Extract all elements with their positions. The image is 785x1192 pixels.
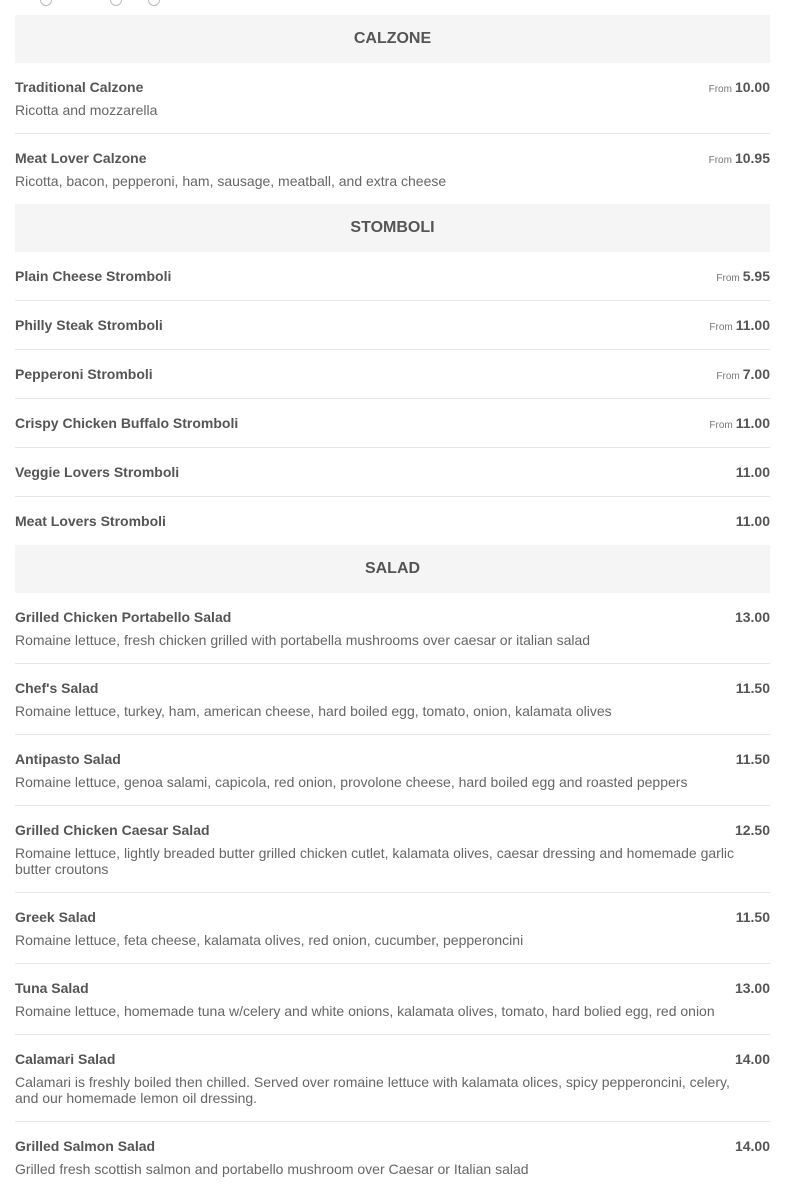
- menu-item-row: [15, 513, 770, 530]
- price-value: 14.00: [734, 1138, 770, 1154]
- menu-item-row: [15, 464, 770, 481]
- menu-item-row: [15, 415, 770, 432]
- price-value: 11.00: [735, 317, 770, 333]
- price-value: 11.50: [735, 909, 770, 925]
- price-value: 13.00: [734, 609, 770, 625]
- menu-item-price: [709, 150, 770, 169]
- menu-item-row: [15, 822, 770, 839]
- menu-item[interactable]: [15, 822, 770, 893]
- menu-item[interactable]: [15, 513, 770, 545]
- menu-item-description: Grilled fresh scottish salmon and portabello mushroom over Caesar or Italian salad: [15, 1161, 529, 1177]
- price-value: 11.00: [735, 464, 770, 480]
- price-from-label: From: [709, 420, 733, 431]
- menu-item-price: [736, 909, 770, 926]
- menu-item-price: [735, 609, 770, 626]
- menu-item-row: [15, 609, 770, 626]
- menu-item-name: Grilled Chicken Portabello Salad: [15, 609, 232, 625]
- menu-list: [15, 15, 770, 1192]
- menu-item-name: Grilled Chicken Caesar Salad: [15, 822, 210, 838]
- menu-item-price: [716, 268, 770, 287]
- menu-item-row: [15, 751, 770, 768]
- menu-item[interactable]: [15, 79, 770, 134]
- price-value: 12.50: [734, 822, 770, 838]
- price-from-label: From: [709, 322, 733, 333]
- price-value: 11.50: [735, 680, 770, 696]
- menu-item[interactable]: [15, 609, 770, 664]
- section-header: CALZONE: [15, 15, 770, 63]
- menu-item-price: [735, 1051, 770, 1068]
- menu-item-description: Romaine lettuce, lightly breaded butter grilled chicken cutlet, kalamata olives, caesar dressing and homemade garlic butter croutons: [15, 845, 735, 877]
- menu-item-row: [15, 79, 770, 96]
- price-value: 14.00: [734, 1051, 770, 1067]
- menu-item[interactable]: [15, 366, 770, 399]
- circle-icon: [148, 0, 160, 6]
- menu-item-description: Romaine lettuce, turkey, ham, american cheese, hard boiled egg, tomato, onion, kalamata olives: [15, 703, 612, 719]
- menu-item-price: [735, 822, 770, 839]
- menu-item-name: Veggie Lovers Stromboli: [15, 464, 180, 480]
- menu-item-name: Philly Steak Stromboli: [15, 317, 163, 333]
- price-value: 7.00: [742, 366, 770, 382]
- price-value: 11.00: [735, 513, 770, 529]
- menu-item-row: [15, 1051, 770, 1068]
- menu-item-name: Grilled Salmon Salad: [15, 1138, 156, 1154]
- menu-item-description: Calamari is freshly boiled then chilled. Served over romaine lettuce with kalamata olices, spicy pepperoncini, celery, and our homemade lemon oil dressing.: [15, 1074, 730, 1106]
- menu-item-name: Pepperoni Stromboli: [15, 366, 153, 382]
- menu-item-description: Ricotta, bacon, pepperoni, ham, sausage, meatball, and extra cheese: [15, 173, 447, 189]
- menu-item-price: [736, 751, 770, 768]
- menu-item-description: Romaine lettuce, fresh chicken grilled with portabella mushrooms over caesar or italian salad: [15, 632, 591, 648]
- menu-item-description: Romaine lettuce, feta cheese, kalamata olives, red onion, cucumber, pepperoncini: [15, 932, 524, 948]
- price-value: 10.95: [734, 150, 770, 166]
- menu-item-name: Antipasto Salad: [15, 751, 121, 767]
- section-items: [15, 63, 770, 204]
- menu-item-name: Traditional Calzone: [15, 79, 144, 95]
- menu-item-price: [709, 79, 770, 98]
- menu-item-row: [15, 268, 770, 285]
- circle-icon: [110, 0, 122, 6]
- menu-item-name: Tuna Salad: [15, 980, 89, 996]
- menu-item-description: Romaine lettuce, homemade tuna w/celery and white onions, kalamata olives, tomato, hard bolied egg, red onion: [15, 1003, 715, 1019]
- section-header: SALAD: [15, 545, 770, 593]
- price-from-label: From: [708, 84, 732, 95]
- circle-icon: [40, 0, 52, 6]
- menu-item-price: [709, 317, 770, 336]
- price-value: 10.00: [734, 79, 770, 95]
- menu-item-row: [15, 680, 770, 697]
- menu-item[interactable]: [15, 317, 770, 350]
- menu-item[interactable]: [15, 268, 770, 301]
- price-value: 5.95: [742, 268, 770, 284]
- menu-item[interactable]: [15, 1138, 770, 1192]
- price-from-label: From: [708, 155, 732, 166]
- section-header: STOMBOLI: [15, 204, 770, 252]
- price-value: 13.00: [734, 980, 770, 996]
- menu-item-description: Ricotta and mozzarella: [15, 102, 158, 118]
- menu-item[interactable]: [15, 909, 770, 964]
- menu-item-name: Calamari Salad: [15, 1051, 116, 1067]
- menu-item-description: Romaine lettuce, genoa salami, capicola, red onion, provolone cheese, hard boiled egg and roasted peppers: [15, 774, 688, 790]
- menu-item-name: Plain Cheese Stromboli: [15, 268, 172, 284]
- menu-item-row: [15, 980, 770, 997]
- menu-item-row: [15, 909, 770, 926]
- menu-item-row: [15, 1138, 770, 1155]
- menu-item-price: [736, 680, 770, 697]
- menu-item[interactable]: [15, 980, 770, 1035]
- menu-item-name: Meat Lovers Stromboli: [15, 513, 166, 529]
- menu-item-price: [709, 415, 770, 434]
- menu-item[interactable]: [15, 415, 770, 448]
- price-value: 11.00: [735, 415, 770, 431]
- menu-item-name: Greek Salad: [15, 909, 96, 925]
- menu-item[interactable]: [15, 464, 770, 497]
- menu-item-price: [716, 366, 770, 385]
- menu-item-price: [736, 464, 770, 481]
- menu-item[interactable]: [15, 1051, 770, 1122]
- menu-item-price: [736, 513, 770, 530]
- menu-item-row: [15, 317, 770, 334]
- menu-item[interactable]: [15, 150, 770, 204]
- top-scroll-remnant: [0, 0, 785, 6]
- menu-item-name: Meat Lover Calzone: [15, 150, 147, 166]
- menu-item-name: Crispy Chicken Buffalo Stromboli: [15, 415, 239, 431]
- menu-item-row: [15, 150, 770, 167]
- menu-item[interactable]: [15, 680, 770, 735]
- section-items: [15, 252, 770, 545]
- menu-item[interactable]: [15, 751, 770, 806]
- price-from-label: From: [716, 371, 740, 382]
- menu-item-row: [15, 366, 770, 383]
- menu-item-price: [735, 980, 770, 997]
- section-items: [15, 593, 770, 1192]
- price-value: 11.50: [735, 751, 770, 767]
- price-from-label: From: [716, 273, 740, 284]
- menu-item-name: Chef's Salad: [15, 680, 99, 696]
- menu-item-price: [735, 1138, 770, 1155]
